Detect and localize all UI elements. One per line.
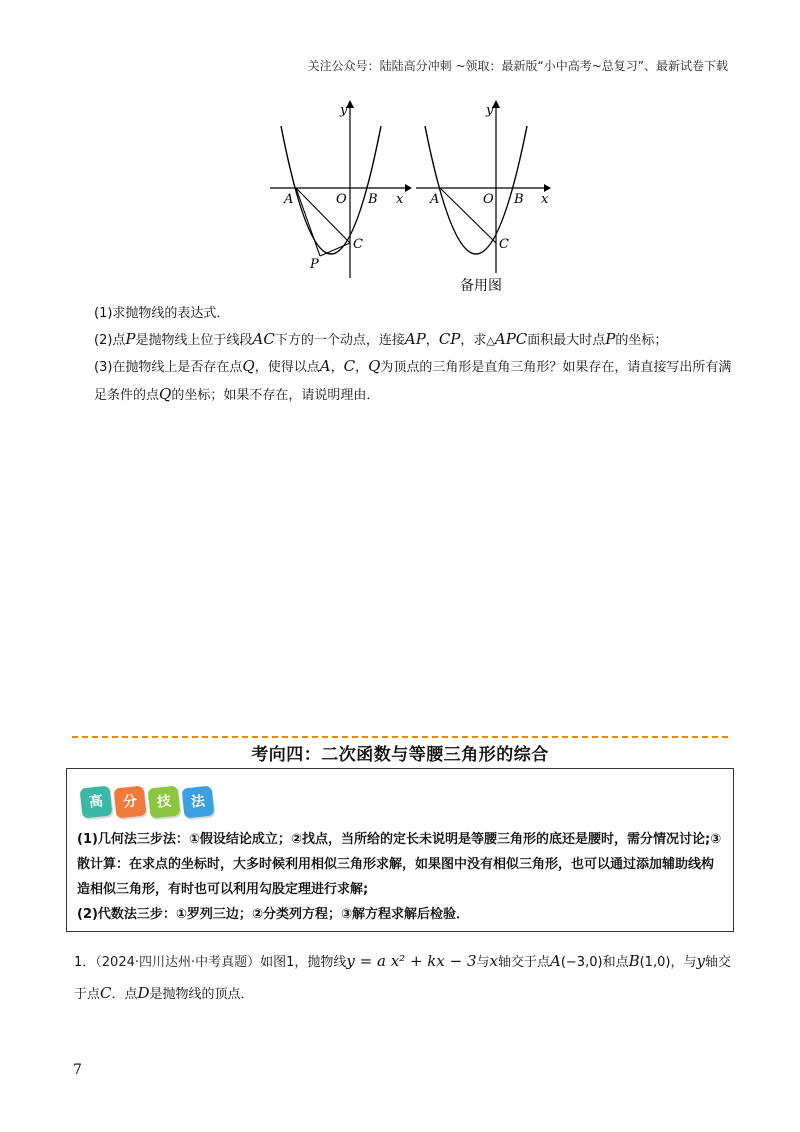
tips-text [77, 827, 723, 927]
label-x: x [396, 192, 404, 207]
section-header [72, 736, 728, 769]
question-2 [94, 326, 734, 354]
parabola-curve [281, 126, 381, 254]
spare-parabola-curve [425, 126, 527, 254]
section-title: 考向四：二次函数与等腰三角形的综合 [251, 745, 549, 765]
q2-var: AC [252, 330, 275, 348]
problem-text: 轴交于点 [497, 955, 550, 970]
label-o: O [336, 192, 347, 207]
badge-2: 分 [114, 786, 147, 819]
segment-cp [320, 243, 350, 256]
point-b-coord: (1,0) [639, 955, 671, 970]
q3-var: Q [159, 385, 172, 403]
q3-var: A [319, 357, 331, 375]
problem-text: 与 [476, 955, 490, 970]
parabola-diagrams [262, 98, 562, 298]
q2-var: APC [494, 330, 528, 348]
label-c: C [353, 237, 363, 252]
spare-label-c: C [499, 237, 509, 252]
q2-text: (2)点 [94, 333, 126, 348]
problem-number: 1． [74, 955, 96, 970]
q3-var: C [343, 357, 356, 375]
tip-line-1: (1)几何法三步法：①假设结论成立；②找点，当所给的定长未说明是等腰三角形的底还是腰时，需分情况讨论;③散计算：在求点的坐标时，大多时候利用相似三角形求解，如果图中没有相似三角形，也可以通过添加辅助线构造相似三角形，有时也可以利用勾股定理进行求解; [77, 832, 722, 897]
main-diagram [270, 100, 412, 278]
triangle-symbol: △ [486, 334, 495, 347]
spare-diagram [416, 100, 551, 294]
problem-source: （2024·四川达州·中考真题） [95, 955, 261, 970]
tips-box [66, 768, 734, 932]
q3-text: ， [355, 360, 369, 375]
problem-var: B [628, 952, 640, 970]
spare-x-axis-arrow [544, 184, 551, 192]
label-p: P [310, 257, 319, 272]
problem-var: C [100, 984, 112, 1002]
badge-3: 技 [148, 786, 181, 819]
label-y: y [340, 103, 348, 118]
problem-equation: y = a x² + kx − 3 [346, 952, 477, 970]
section-divider [72, 736, 728, 738]
label-a: A [284, 192, 294, 207]
problem-text: 轴交于点 [74, 955, 731, 1002]
parabola-figure [262, 98, 562, 298]
problem-text: 如图1，抛物线 [260, 955, 347, 970]
tip-line-2: (2)代数法三步：①罗列三边；②分类列方程；③解方程求解后检验． [77, 907, 469, 922]
q2-var: P [605, 330, 616, 348]
problem-var: x [489, 952, 498, 970]
problem-var: y [696, 952, 705, 970]
tips-badges [81, 787, 217, 821]
q2-text: 的坐标； [615, 333, 668, 348]
q3-text: (3)在抛物线上是否存在点 [94, 360, 243, 375]
q2-text: 面积最大时点 [527, 333, 606, 348]
q2-var: P [125, 330, 136, 348]
segment-ap [296, 188, 320, 256]
badge-4: 法 [182, 786, 215, 819]
q3-text: ， [330, 360, 344, 375]
question-3 [94, 353, 734, 409]
page-number: 7 [73, 1062, 82, 1078]
spare-label-x: x [541, 192, 549, 207]
problem-text: 和点 [602, 955, 629, 970]
q3-text: ，使得以点 [254, 360, 320, 375]
q2-text: 是抛物线上位于线段 [135, 333, 253, 348]
problem-text: 是抛物线的顶点． [149, 987, 254, 1002]
label-b: B [368, 192, 378, 207]
x-axis-arrow [405, 184, 412, 192]
q2-var: AP [404, 330, 426, 348]
header-note: 关注公众号：陆陆高分冲刺 ~领取：最新版“小中高考~总复习”、最新试卷下载 [307, 59, 728, 73]
point-a-coord: (−3,0) [560, 955, 603, 970]
spare-label-o: O [483, 192, 494, 207]
q3-var: Q [242, 357, 255, 375]
problem-var: A [550, 952, 561, 970]
q2-var: CP [438, 330, 461, 348]
spare-label-a: A [430, 192, 440, 207]
q3-var: Q [368, 357, 381, 375]
question-1: (1)求抛物线的表达式． [94, 306, 230, 321]
problem-var: D [137, 984, 150, 1002]
problem-text: ，与 [670, 955, 697, 970]
spare-label-y: y [486, 103, 494, 118]
spare-label-b: B [514, 192, 524, 207]
q3-text: 的坐标；如果不存在，请说明理由． [171, 388, 380, 403]
q2-text: ， [425, 333, 439, 348]
q2-text: 下方的一个动点，连接 [274, 333, 405, 348]
q3-text: 为顶点的三角形是直角三角形？如果存在，请直接写出所有满足条件的点 [94, 360, 732, 403]
q2-text: ，求 [460, 333, 487, 348]
badge-1: 高 [80, 786, 113, 819]
figure-caption: 备用图 [460, 278, 502, 294]
problem-1 [74, 946, 734, 1010]
problem-text: ．点 [111, 987, 138, 1002]
